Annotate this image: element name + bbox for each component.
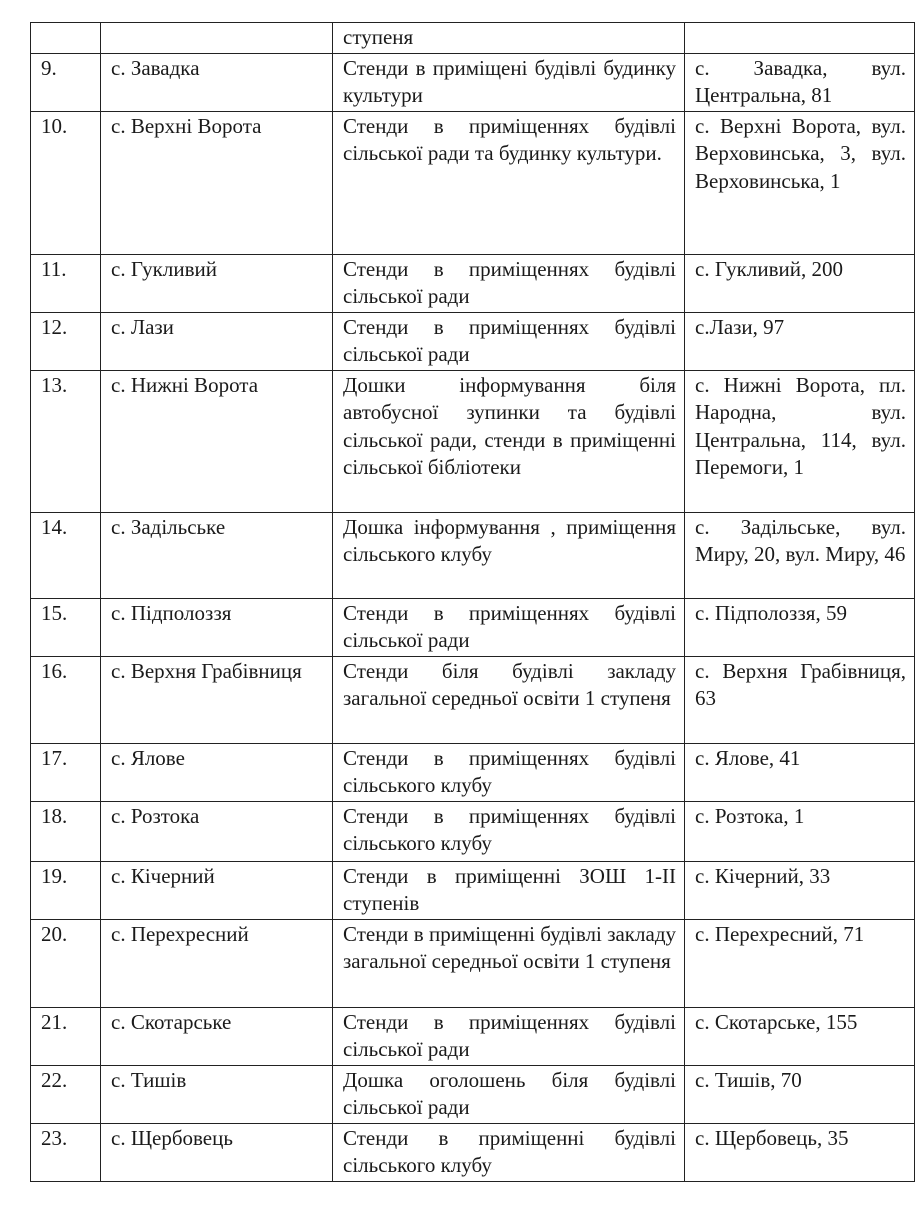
table-row [31,656,915,743]
row-number: 16. [31,656,101,743]
address: с. Ялове, 41 [685,743,915,801]
table-row [31,254,915,312]
table-row [31,861,915,919]
row-number: 21. [31,1007,101,1065]
row-number: 14. [31,512,101,598]
placement-description: Стенди в приміщеннях будівлі сільської ради [333,312,685,370]
table-row [31,53,915,111]
address: с. Підполоззя, 59 [685,598,915,656]
placement-description: Стенди в приміщенні ЗОШ 1-ІІ ступенів [333,861,685,919]
placement-description: Дошки інформування біля автобусної зупинки та будівлі сільської ради, стенди в приміщенні сільської бібліотеки [333,370,685,512]
address: с. Нижні Ворота, пл. Народна, вул. Центральна, 114, вул. Перемоги, 1 [685,370,915,512]
table-row [31,1123,915,1181]
village-name: с. Нижні Ворота [101,370,333,512]
village-name: с. Верхні Ворота [101,111,333,254]
placement-description: Стенди в приміщеннях будівлі сільської ради [333,254,685,312]
placement-description: Стенди в приміщені будівлі будинку культури [333,53,685,111]
village-name [101,23,333,54]
address: с. Завадка, вул. Центральна, 81 [685,53,915,111]
row-number: 12. [31,312,101,370]
table-row [31,1065,915,1123]
table-row [31,801,915,861]
placement-description: Стенди в приміщенні будівлі закладу загальної середньої освіти 1 ступеня [333,919,685,1007]
village-name: с. Підполоззя [101,598,333,656]
village-name: с. Скотарське [101,1007,333,1065]
address: с. Гукливий, 200 [685,254,915,312]
table-row [31,1007,915,1065]
village-name: с. Завадка [101,53,333,111]
address [685,23,915,54]
table-row [31,370,915,512]
village-name: с. Перехресний [101,919,333,1007]
row-number: 13. [31,370,101,512]
locations-table [30,22,915,1182]
address: с.Лази, 97 [685,312,915,370]
row-number: 20. [31,919,101,1007]
table-row [31,598,915,656]
address: с. Верхня Грабівниця, 63 [685,656,915,743]
village-name: с. Тишів [101,1065,333,1123]
village-name: с. Розтока [101,801,333,861]
placement-description: Стенди в приміщенні будівлі сільського клубу [333,1123,685,1181]
placement-description: Стенди в приміщеннях будівлі сільської ради та будинку культури. [333,111,685,254]
placement-description: Стенди в приміщеннях будівлі сільського клубу [333,801,685,861]
row-number: 19. [31,861,101,919]
table-row [31,919,915,1007]
address: с. Розтока, 1 [685,801,915,861]
row-number: 15. [31,598,101,656]
table-row [31,111,915,254]
placement-description: Стенди в приміщеннях будівлі сільського клубу [333,743,685,801]
address: с. Щербовець, 35 [685,1123,915,1181]
village-name: с. Щербовець [101,1123,333,1181]
table-row [31,312,915,370]
row-number: 18. [31,801,101,861]
placement-description: Дошка інформування , приміщення сільського клубу [333,512,685,598]
placement-description: Стенди в приміщеннях будівлі сільської ради [333,1007,685,1065]
village-name: с. Гукливий [101,254,333,312]
row-number: 22. [31,1065,101,1123]
address: с. Кічерний, 33 [685,861,915,919]
village-name: с. Верхня Грабівниця [101,656,333,743]
address: с. Задільське, вул. Миру, 20, вул. Миру, 46 [685,512,915,598]
row-number: 23. [31,1123,101,1181]
placement-description: Стенди в приміщеннях будівлі сільської ради [333,598,685,656]
row-number: 17. [31,743,101,801]
placement-description: Стенди біля будівлі закладу загальної середньої освіти 1 ступеня [333,656,685,743]
address: с. Тишів, 70 [685,1065,915,1123]
village-name: с. Лази [101,312,333,370]
address: с. Скотарське, 155 [685,1007,915,1065]
village-name: с. Задільське [101,512,333,598]
table-row [31,743,915,801]
village-name: с. Кічерний [101,861,333,919]
table-row [31,512,915,598]
row-number: 10. [31,111,101,254]
row-number: 11. [31,254,101,312]
placement-description: ступеня [333,23,685,54]
placement-description: Дошка оголошень біля будівлі сільської ради [333,1065,685,1123]
table-row [31,23,915,54]
row-number [31,23,101,54]
address: с. Верхні Ворота, вул. Верховинська, 3, вул. Верховинська, 1 [685,111,915,254]
village-name: с. Ялове [101,743,333,801]
address: с. Перехресний, 71 [685,919,915,1007]
row-number: 9. [31,53,101,111]
